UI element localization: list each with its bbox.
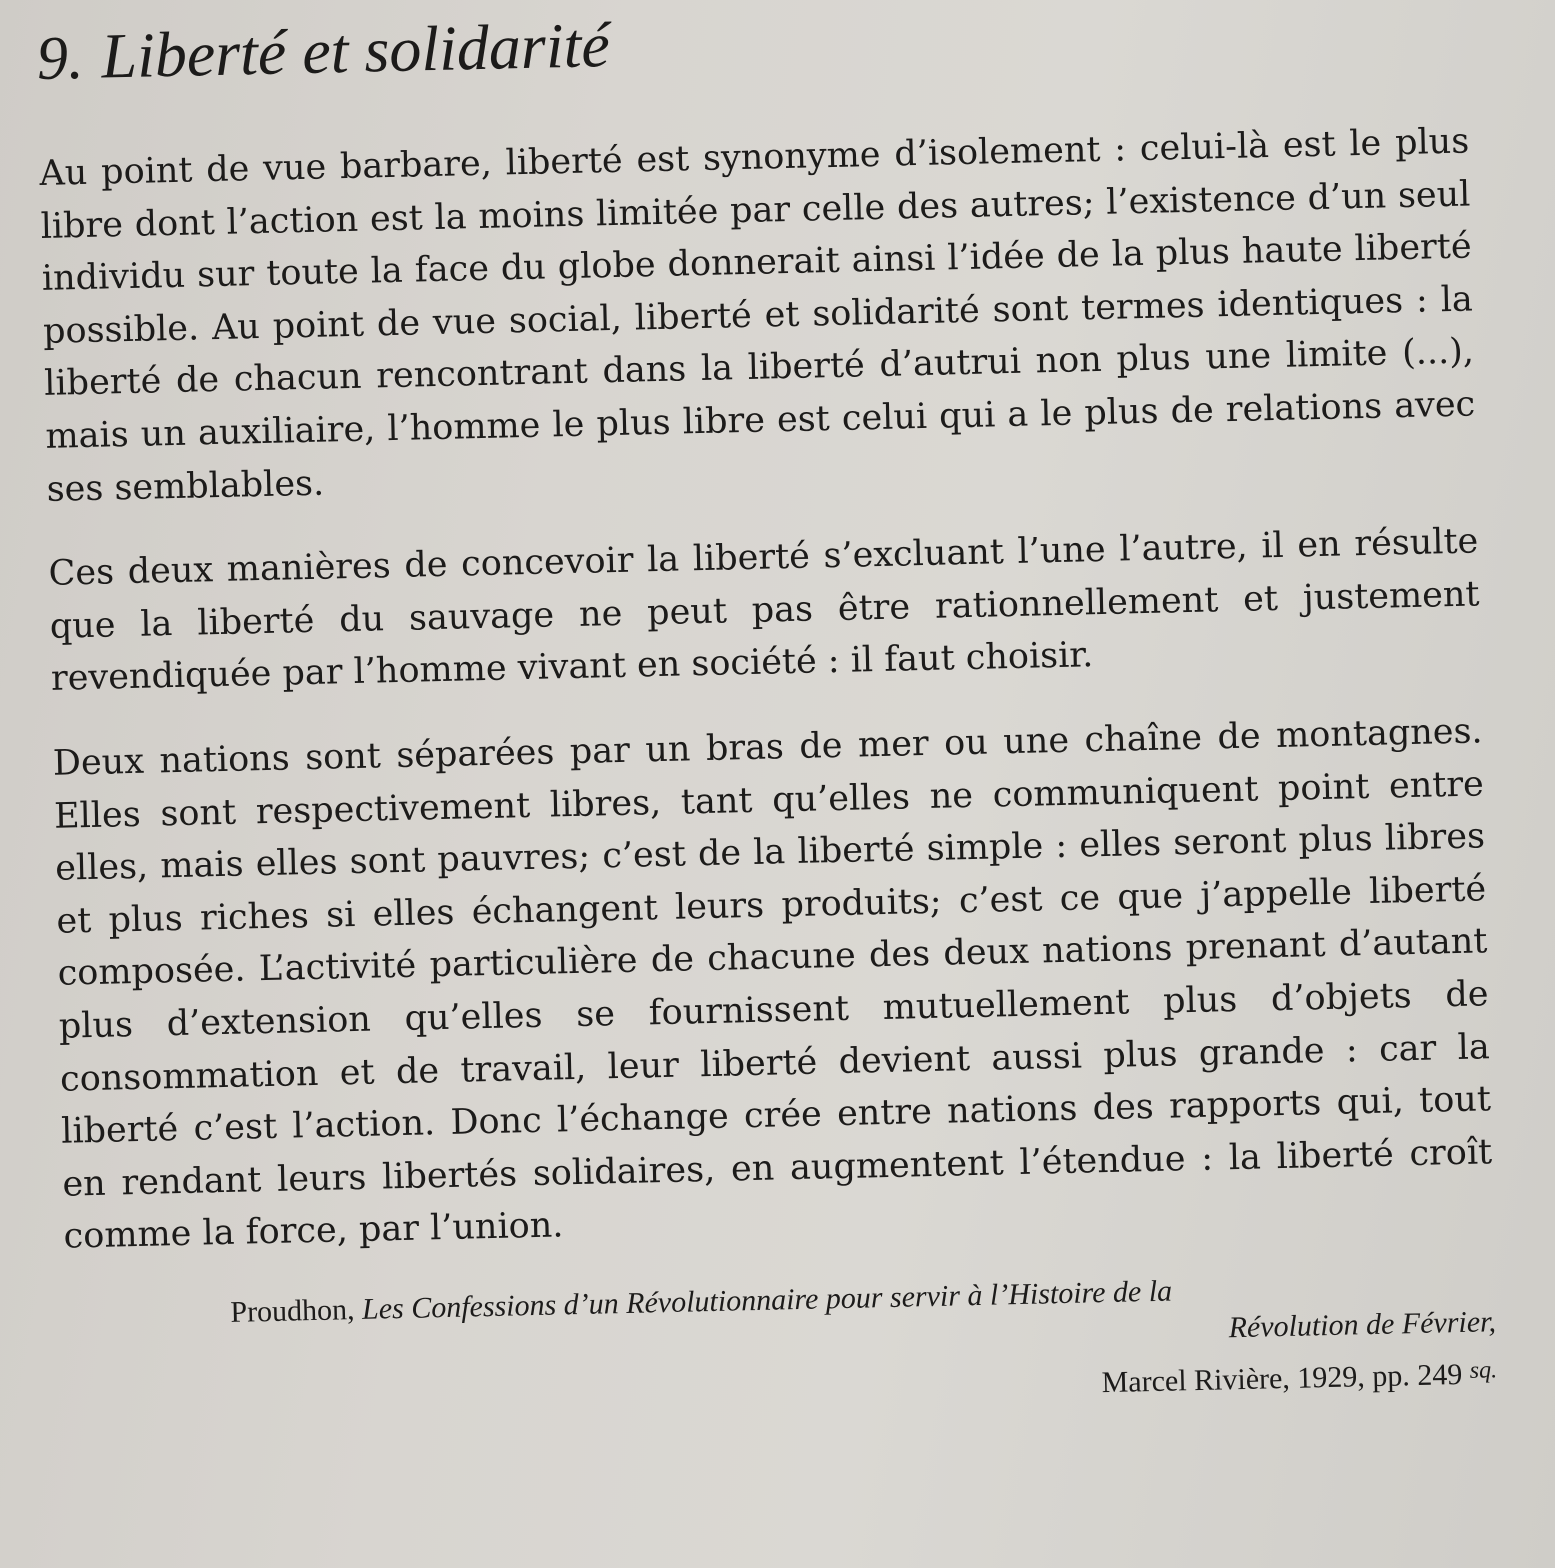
citation-work-title: Les Confessions d’un Révolutionnaire pour servir à l’Histoire de la xyxy=(361,1274,1173,1326)
section-title-text: Liberté et solidarité xyxy=(100,9,611,92)
paragraph-1: Au point de vue barbare, liberté est synonyme d’isolement : celui-là est le plus libre dont l’action est la moins limitée par celle des autres; l’existence d’un seul individu sur toute la face du globe donnerait ainsi l’idée de la plus haute liberté possible. Au point de vue social, liberté et solidarité sont termes identiques : la liberté de chacun rencontrant dans la liberté d’autrui non plus une limite (...), mais un auxiliaire, l’homme le plus libre est celui qui a le plus de relations avec ses semblables. xyxy=(39,121,1476,510)
citation-publisher-text: Marcel Rivière, 1929, pp. 249 xyxy=(1101,1357,1463,1400)
page-content xyxy=(36,0,1498,1428)
citation-work-title-continued: Révolution de Février, xyxy=(1228,1305,1497,1345)
citation xyxy=(65,1263,1498,1427)
paragraph-2: Ces deux manières de concevoir la liberté s’excluant l’une l’autre, il en résulte que la liberté du sauvage ne peut pas être rationnellement et justement revendiquée par l’homme vivant en société : il faut choisir. xyxy=(48,521,1480,700)
citation-sq: sq. xyxy=(1469,1357,1498,1384)
paragraph-3: Deux nations sont séparées par un bras de mer ou une chaîne de montagnes. Elles sont respectivement libres, tant qu’elles ne communiquent point entre elles, mais elles sont pauvres; c’est de la liberté simple : elles seront plus libres et plus riches si elles échangent leurs produits; c’est ce que j’appelle liberté composée. L’activité particulière de chacune des deux nations prenant d’autant plus d’extension qu’elles se fournissent mutuellement plus d’objets de consommation et de travail, leur liberté devient aussi plus grande : car la liberté c’est l’action. Donc l’échange crée entre nations des rapports qui, tout en rendant leurs libertés solidaires, en augmentent l’étendue : la liberté croît comme la force, par l’union. xyxy=(52,711,1493,1257)
section-title xyxy=(36,0,1468,114)
citation-author: Proudhon, xyxy=(230,1292,355,1329)
section-number: 9. xyxy=(36,23,85,93)
